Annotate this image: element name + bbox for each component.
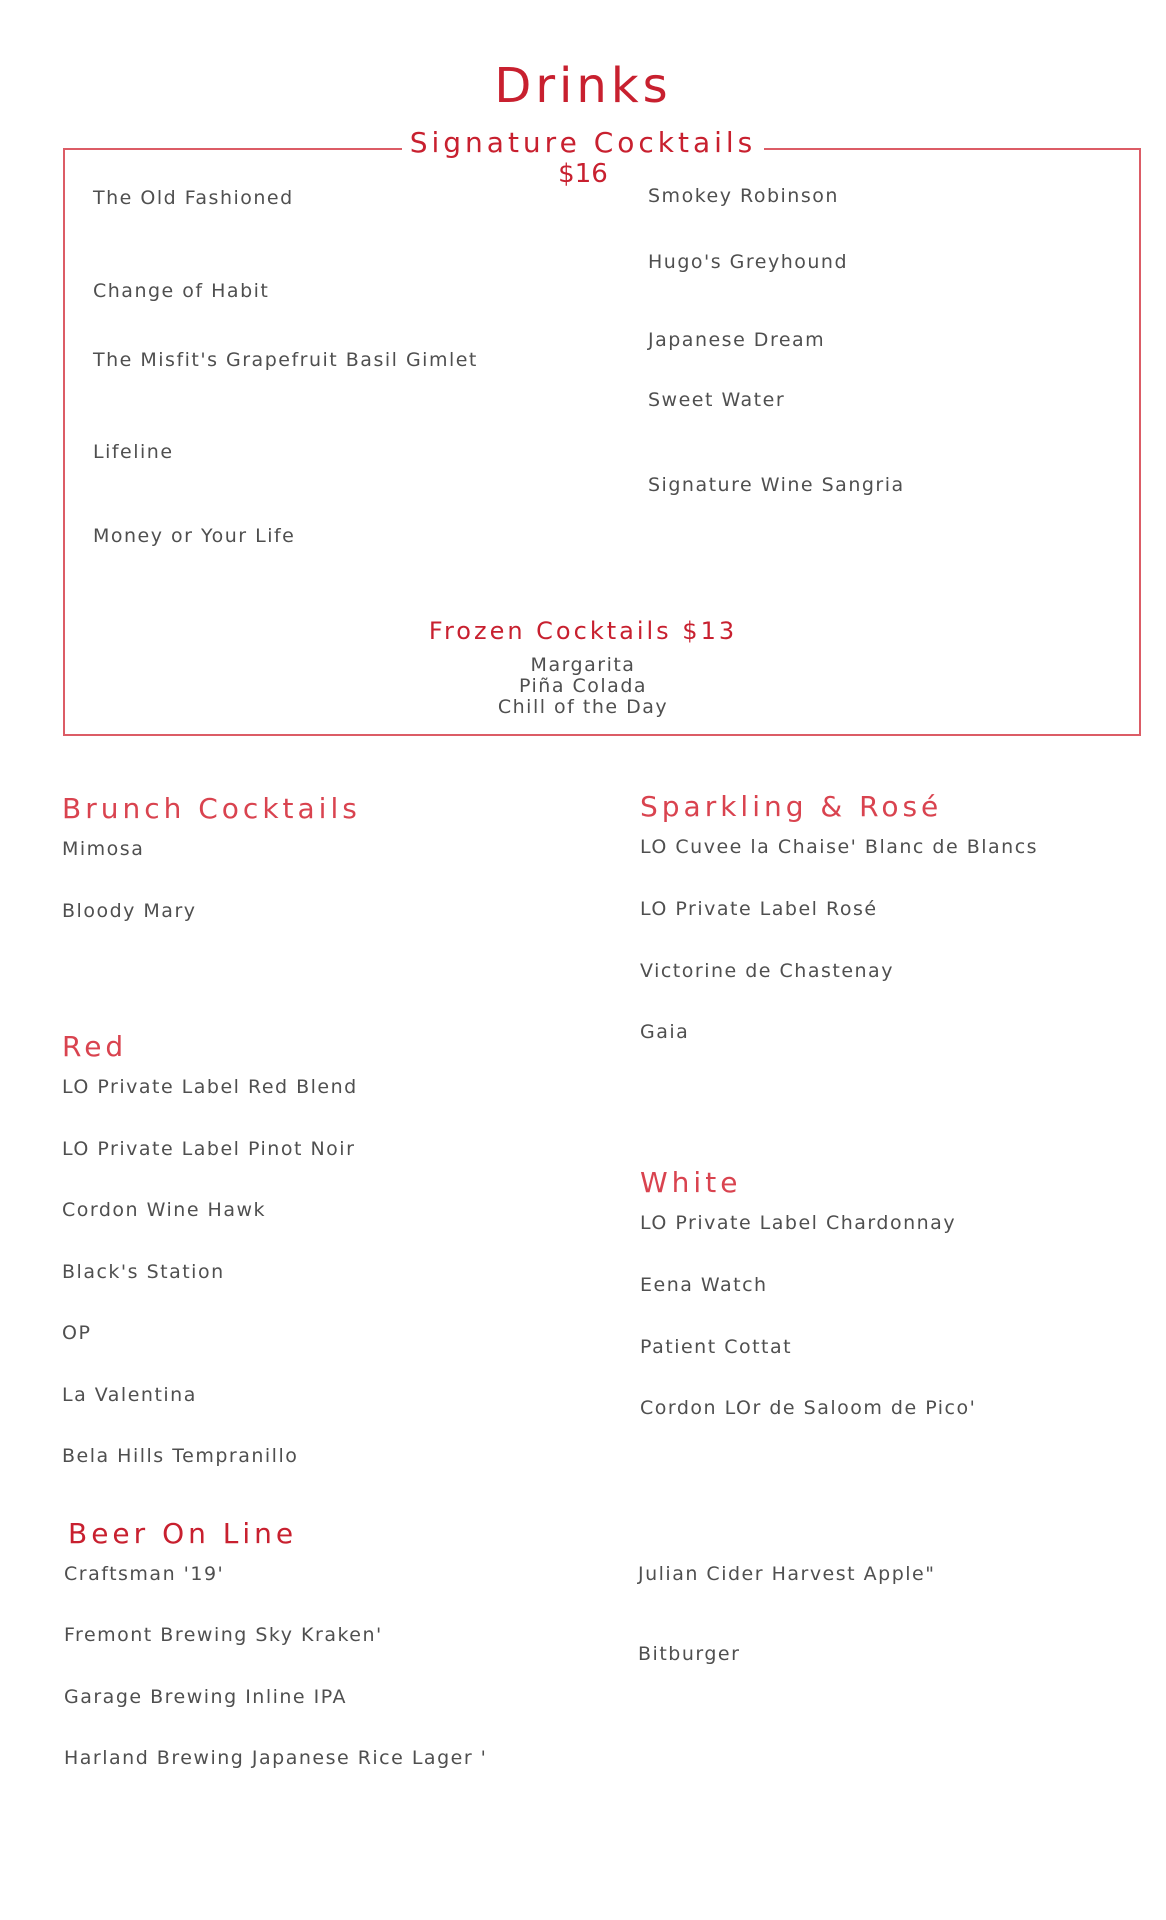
menu-item: Japanese Dream — [648, 329, 826, 351]
sparkling-rose-heading: Sparkling & Rosé — [640, 790, 943, 823]
menu-item: LO Cuvee la Chaise' Blanc de Blancs — [640, 836, 1039, 858]
menu-item: Patient Cottat — [640, 1336, 793, 1358]
menu-item: Smokey Robinson — [648, 185, 839, 207]
menu-item: Cordon LOr de Saloom de Pico' — [640, 1397, 977, 1419]
menu-item: Garage Brewing Inline IPA — [64, 1686, 348, 1708]
menu-item: Mimosa — [62, 838, 145, 860]
signature-cocktails-heading: Signature Cocktails — [0, 126, 1166, 159]
menu-item: Lifeline — [93, 441, 174, 463]
menu-item: Eena Watch — [640, 1274, 768, 1296]
menu-item: Bloody Mary — [62, 900, 197, 922]
menu-item: Piña Colada — [518, 675, 648, 697]
menu-item: Black's Station — [62, 1261, 225, 1283]
menu-item: Cordon Wine Hawk — [62, 1199, 267, 1221]
menu-item: Change of Habit — [93, 280, 270, 302]
menu-item: Fremont Brewing Sky Kraken' — [64, 1624, 383, 1646]
menu-item: Victorine de Chastenay — [640, 960, 894, 982]
beer-on-line-heading: Beer On Line — [68, 1517, 298, 1550]
menu-item: Hugo's Greyhound — [648, 251, 849, 273]
menu-item: Gaia — [640, 1021, 690, 1043]
menu-item: LO Private Label Pinot Noir — [62, 1138, 356, 1160]
signature-cocktails-box — [63, 148, 1141, 736]
menu-item: LO Private Label Red Blend — [62, 1076, 358, 1098]
menu-item: Bela Hills Tempranillo — [62, 1445, 299, 1467]
brunch-cocktails-heading: Brunch Cocktails — [62, 792, 361, 825]
menu-item: The Old Fashioned — [93, 187, 294, 209]
menu-item: Julian Cider Harvest Apple" — [638, 1563, 936, 1585]
menu-item: LO Private Label Rosé — [640, 898, 878, 920]
menu-item: LO Private Label Chardonnay — [640, 1212, 957, 1234]
menu-item: The Misfit's Grapefruit Basil Gimlet — [93, 349, 478, 371]
menu-item: Money or Your Life — [93, 525, 296, 547]
menu-item: Chill of the Day — [497, 696, 669, 718]
menu-item: Margarita — [530, 654, 636, 676]
menu-item: Sweet Water — [648, 389, 786, 411]
menu-item: Bitburger — [638, 1643, 741, 1665]
red-wine-heading: Red — [62, 1030, 128, 1063]
white-wine-heading: White — [640, 1166, 742, 1199]
menu-item: Signature Wine Sangria — [648, 474, 905, 496]
signature-cocktails-price: $16 — [558, 159, 608, 189]
menu-item: OP — [62, 1322, 92, 1344]
menu-item: Harland Brewing Japanese Rice Lager ' — [64, 1747, 488, 1769]
frozen-cocktails-heading: Frozen Cocktails $13 — [428, 617, 738, 645]
menu-item: Craftsman '19' — [64, 1563, 225, 1585]
menu-item: La Valentina — [62, 1384, 197, 1406]
page-title: Drinks — [494, 58, 672, 114]
